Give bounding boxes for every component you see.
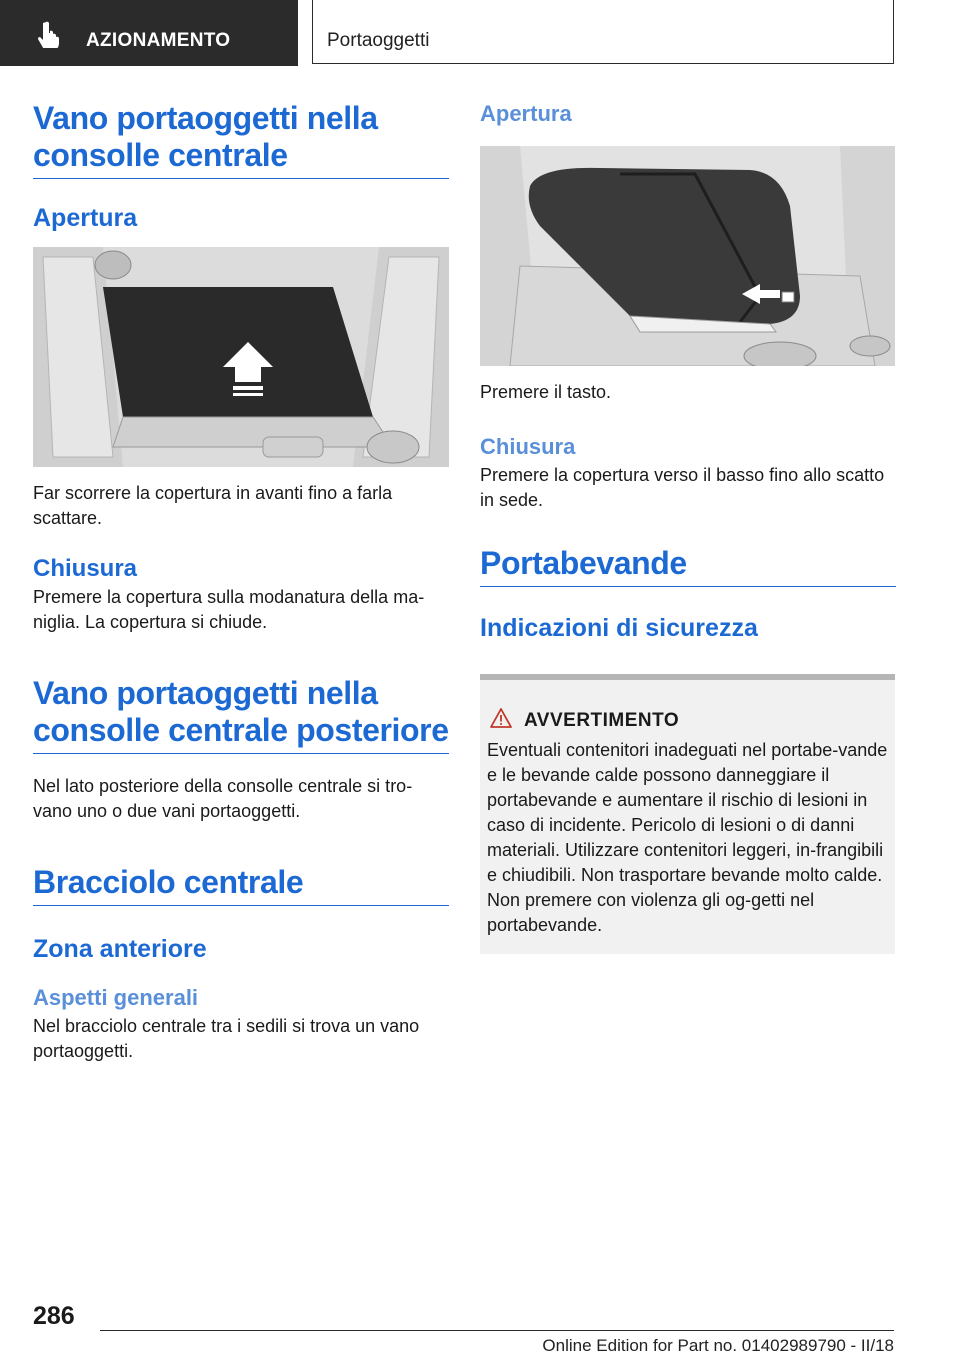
heading-vano-posteriore: Vano portaoggetti nella consolle centrale posteriore — [33, 675, 449, 754]
heading-sicurezza: Indicazioni di sicurezza — [480, 614, 758, 642]
footer-divider — [100, 1330, 894, 1331]
figure-console-storage — [33, 247, 449, 467]
text-apertura: Far scorrere la copertura in avanti fino a farla scattare. — [33, 483, 393, 528]
text-posteriore: Nel lato posteriore della consolle centrale si tro-vano uno o due vani portaoggetti. — [33, 776, 413, 821]
warning-title: AVVERTIMENTO — [524, 710, 680, 731]
text-chiusura: Premere la copertura sulla modanatura della ma-niglia. La copertura si chiude. — [33, 587, 425, 632]
page-number: 286 — [33, 1302, 75, 1330]
heading-chiusura-bracciolo: Chiusura — [480, 434, 576, 459]
heading-apertura-bracciolo: Apertura — [480, 101, 572, 126]
heading-chiusura: Chiusura — [33, 555, 138, 582]
text-chiusura-bracciolo: Premere la copertura verso il basso fino allo scatto in sede. — [480, 465, 885, 510]
warning-box — [480, 674, 895, 954]
heading-aspetti-generali: Aspetti generali — [33, 985, 199, 1010]
warning-triangle-icon — [490, 708, 512, 728]
text-premere-tasto: Premere il tasto. — [480, 382, 612, 402]
right-column — [480, 100, 896, 643]
heading-zona-anteriore: Zona anteriore — [33, 935, 207, 963]
figure-armrest — [480, 146, 895, 366]
console-storage-illustration — [33, 247, 449, 467]
section-label: AZIONAMENTO — [86, 30, 231, 51]
page-header — [0, 0, 960, 66]
footer-edition: Online Edition for Part no. 01402989790 - II/18 — [542, 1336, 894, 1355]
section-tab — [0, 0, 298, 66]
hand-pointer-icon — [38, 20, 64, 48]
heading-vano-consolle: Vano portaoggetti nella consolle centrale — [33, 100, 449, 179]
heading-apertura: Apertura — [33, 204, 138, 232]
page-topic: Portaoggetti — [327, 30, 430, 51]
page-tab — [312, 0, 894, 64]
warning-text: Eventuali contenitori inadeguati nel portabe-vande e le bevande calde possono danneggiare il portabevande e aumentare il rischio di lesioni in caso di incidente. Pericolo di lesioni o di danni materiali. Utilizzare contenitori leggeri, in-frangibili e chiudibili. Non trasportare bevande molto calde. Non premere con violenza gli og-getti nel portabevande. — [487, 740, 888, 935]
text-aspetti: Nel bracciolo centrale tra i sedili si trova un vano portaoggetti. — [33, 1016, 420, 1061]
heading-bracciolo: Bracciolo centrale — [33, 864, 449, 906]
left-column — [33, 100, 449, 1064]
heading-portabevande: Portabevande — [480, 545, 896, 587]
armrest-illustration — [480, 146, 895, 366]
